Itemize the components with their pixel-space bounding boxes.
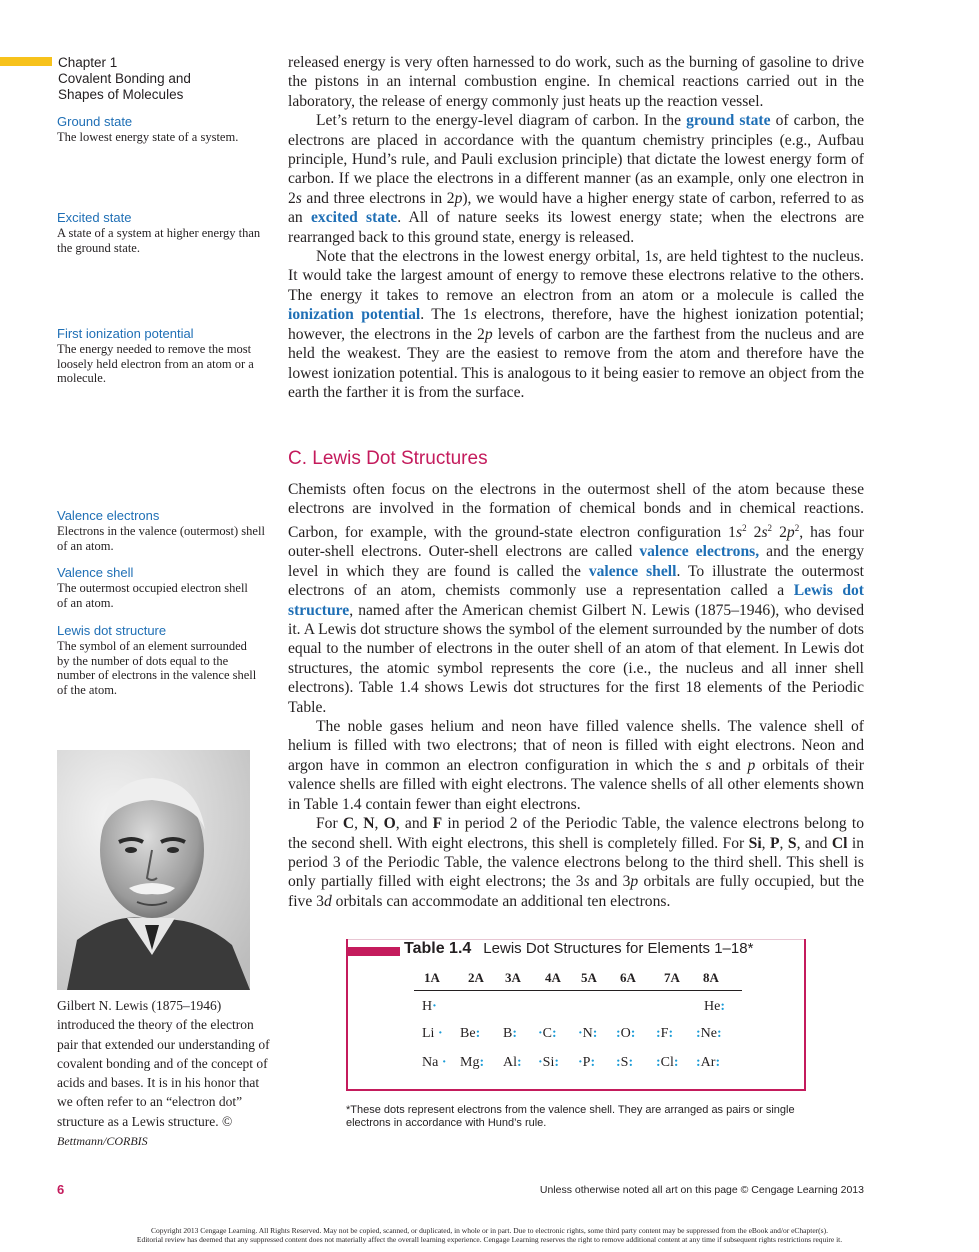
paragraph: Let’s return to the energy-level diagram of carbon. In the ground state of carbon, the electrons are placed in accordance with the quantum chemistry principles (e.g., Aufbau principle, Hund’s rule, and Pauli exclusion principle) that dictate the lowest energy form of carbon. If we place the electrons in a different manner (as an example, only one electron in 2s and three electrons in 2p), we would have a higher energy state of carbon, referred to as an excited state. All of nature seeks its lowest energy state; when the electrons are rearranged back to this ground state, energy is released. [288,112,865,246]
table-header-1a: 1A [424,970,440,985]
table-header-5a: 5A [581,970,597,985]
glossary-lewis-dot-structure [57,623,267,697]
element-cell: :O: [616,1026,636,1041]
body-text-lewis [288,480,864,911]
table-header-2a: 2A [468,970,484,985]
glossary-term: Valence shell [57,565,134,580]
keyword-valence-shell: valence shell [588,562,677,580]
table-label-bar [346,947,400,956]
table-header-7a: 7A [664,970,680,985]
element-cell: ·Si: [538,1055,560,1070]
keyword-ground-state: ground state [686,112,771,130]
element-cell: He: [704,999,725,1014]
table-header-3a: 3A [505,970,521,985]
glossary-definition: The symbol of an element surrounded by the number of dots equal to the number of electrons in the valence shell of the atom. [57,639,257,697]
paragraph: released energy is very often harnessed to do work, such as the burning of gasoline to drive the pistons in an internal combustion engine. In chemical reactions carried out in the laboratory, the release of energy commonly just heats up the reaction vessel. [288,54,864,110]
element-cell: Al: [503,1055,522,1070]
element-cell: Be: [460,1026,481,1041]
element-cell: ·P: [578,1055,596,1070]
table-header-4a: 4A [545,970,561,985]
glossary-first-ionization-potential [57,326,267,386]
element-cell: :Cl: [656,1055,679,1070]
keyword-lewis-dot-structure: Lewis dot structure [288,582,864,619]
glossary-valence-electrons [57,508,267,553]
section-heading: C. Lewis Dot Structures [288,448,488,469]
element-cell: ·N: [578,1026,598,1041]
keyword-ionization-potential: ionization potential [288,306,421,324]
paragraph: Note that the electrons in the lowest energy orbital, 1s, are held tightest to the nucleus. It would take the largest amount of energy to remove these electrons relative to the others. The energy it takes to remove an electron from an atom or a molecule is called the ionization potential. The 1s electrons, therefore, have the highest ionization potential; however, the electrons in the 2p levels of carbon are the farthest from the nucleus and are held the weakest. They are the easiest to remove from the atom and therefore have the lowest ionization potential. This is analogous to it being easier to remove an object from the earth the farther it is from the surface. [288,248,865,401]
glossary-valence-shell [57,565,267,610]
body-text-top [288,53,864,402]
chapter-title-line2: Shapes of Molecules [58,87,184,102]
element-cell: H· [422,999,437,1014]
paragraph: Chemists often focus on the electrons in the outermost shell of the atom because these electrons are involved in the formation of chemical bonds and in chemical reactions. Carbon, for example, with the ground-state electron configuration $1s^2$ $2s^2$ $2p^2$, has four outer-shell electrons. Outer-shell electrons are called valence electrons, and the energy level in which they are found is called the valence shell. To illustrate the outermost electrons of an atom, chemists commonly use a representation called a Lewis dot structure, named after the American chemist Gilbert N. Lewis (1875–1946), who devised it. A Lewis dot structure shows the symbol of the element surrounded by the number of dots equal to the number of electrons in the outer shell of an atom of that element. In Lewis dot structures, the atomic symbol represents the core (i.e., the nucleus and all inner shell electrons). Table 1.4 shows Lewis dot structures for the first 18 elements of the Periodic Table. [288,481,865,716]
table-right-border [804,939,806,1089]
glossary-excited-state [57,210,267,255]
table-left-border [346,939,348,1089]
glossary-definition: A state of a system at higher energy than the ground state. [57,226,261,255]
paragraph: The noble gases helium and neon have filled valence shells. The valence shell of helium is filled with two electrons; that of neon is filled with eight electrons. Neon and argon have in common an electron configuration in which the s and p orbitals of their valence shells are filled with eight electrons. The valence shells of all other elements shown in Table 1.4 contain fewer than eight electrons. [288,718,865,813]
photo-credit: Bettmann/CORBIS [57,1134,148,1149]
element-cell: :F: [656,1026,674,1041]
keyword-valence-electrons: valence electrons, [639,543,760,561]
glossary-term: Excited state [57,210,132,225]
chapter-title-line1: Covalent Bonding and [58,71,191,86]
table-header-8a: 8A [703,970,719,985]
page-number: 6 [57,1182,65,1197]
element-cell: :Ar: [696,1055,721,1070]
table-caption: Lewis Dot Structures for Elements 1–18* [483,940,754,957]
glossary-definition: Electrons in the valence (outermost) shell of an atom. [57,524,265,553]
element-cell: Na · [422,1055,447,1070]
copyright-line-2: Editorial review has deemed that any suppressed content does not materially affect the overall learning experience. Cengage Learning reserves the right to remove additional content at any time if subsequent rights restrictions require it. [136,1235,843,1244]
caption-text: Gilbert N. Lewis (1875–1946) introduced the theory of the electron pair that extended our understanding of covalent bonding and of the concept of acids and bases. It is in his honor that we often refer to an “electron dot” structure as a Lewis structure. © [57,998,270,1129]
photo-caption [57,996,272,1151]
running-header [58,55,191,103]
element-cell: :S: [616,1055,634,1070]
table-title [404,940,753,958]
lewis-dot-table [346,931,806,1091]
keyword-excited-state: excited state [311,209,398,227]
table-header-rule [414,990,742,991]
element-cell: ·C: [538,1026,557,1041]
element-cell: Li · [422,1026,443,1041]
table-footnote: *These dots represent electrons from the valence shell. They are arranged as pairs or single electrons in accordance with Hund’s rule. [346,1104,795,1129]
glossary-definition: The outermost occupied electron shell of an atom. [57,581,248,610]
glossary-term: First ionization potential [57,326,194,341]
element-cell: B: [503,1026,518,1041]
glossary-definition: The energy needed to remove the most loosely held electron from an atom or a molecule. [57,342,254,386]
chapter-label: Chapter 1 [58,55,118,70]
glossary-term: Valence electrons [57,508,160,523]
glossary-definition: The lowest energy state of a system. [57,130,239,144]
lewis-portrait-photo [57,750,250,990]
table-header-6a: 6A [620,970,636,985]
table-number: Table 1.4 [404,940,472,957]
glossary-term: Lewis dot structure [57,623,167,638]
copyright-line-1: Copyright 2013 Cengage Learning. All Rights Reserved. May not be copied, scanned, or duplicated, in whole or in part. Due to electronic rights, some third party content may be suppressed from the eBook and/or eChapter(s). [151,1226,828,1235]
chapter-marker-bar [0,57,52,66]
glossary-term: Ground state [57,114,133,129]
glossary-ground-state [57,114,267,145]
art-credit: Unless otherwise noted all art on this page © Cengage Learning 2013 [539,1184,864,1196]
paragraph: For C, N, O, and F in period 2 of the Periodic Table, the valence electrons belong to the second shell. With eight electrons, this shell is completely filled. For Si, P, S, and Cl in period 3 of the Periodic Table, the valence electrons belong to the third shell. This shell is only partially filled with eight electrons; the 3s and 3p orbitals are fully occupied, but the five 3d orbitals can accommodate an additional ten electrons. [288,815,865,910]
element-cell: Mg: [460,1055,485,1070]
element-cell: :Ne: [696,1026,722,1041]
